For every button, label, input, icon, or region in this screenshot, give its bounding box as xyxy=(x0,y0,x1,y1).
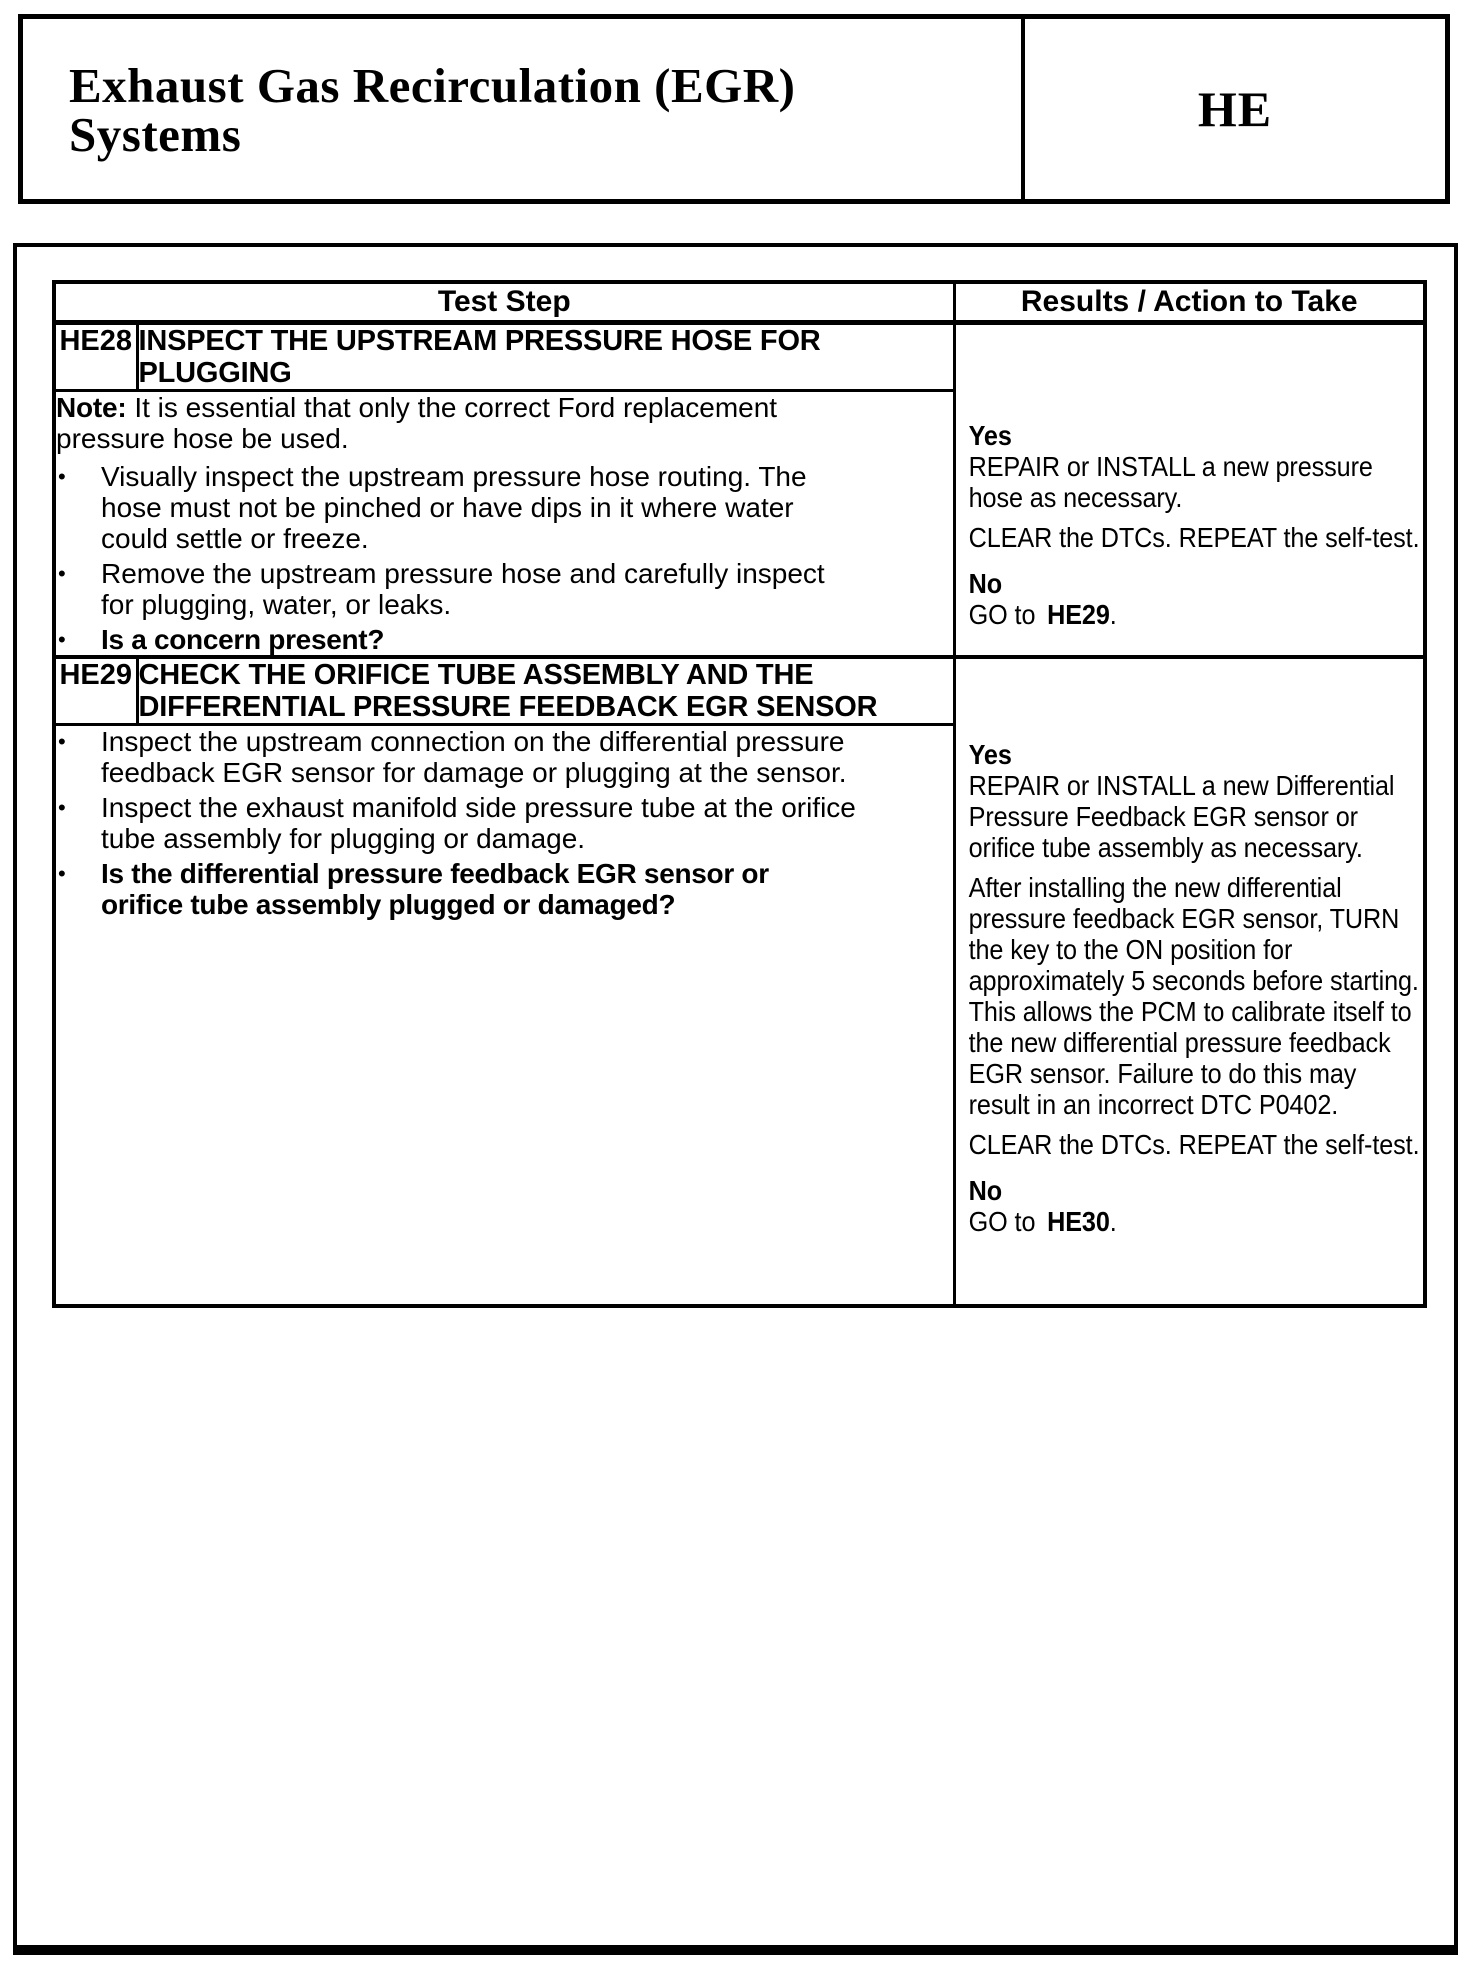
step-he28-title-row xyxy=(54,322,1425,390)
result-goto-he29 xyxy=(968,1206,1423,1237)
bullet-item xyxy=(56,792,858,854)
goto-prefix: GO to xyxy=(968,598,1035,630)
bullet-item xyxy=(56,461,858,554)
note-label: Note: xyxy=(56,391,127,423)
result-goto-he28 xyxy=(968,599,1423,630)
goto-suffix: . xyxy=(1109,598,1117,630)
bullet-item-question xyxy=(56,858,858,920)
section-code: HE xyxy=(1197,81,1273,137)
page-header-box xyxy=(18,14,1450,204)
goto-target-step: HE29 xyxy=(1046,598,1110,630)
result-action: After installing the new differential pressure feedback EGR sensor, TURN the key to the ON position for approximately 5 seconds before starting. This allows the PCM to calibrate itself to the new differential pressure feedback EGR sensor. Failure to do this may result in an incorrect DTC P0402. xyxy=(968,871,1419,1120)
bullet-icon: • xyxy=(58,728,66,754)
bullet-text: Remove the upstream pressure hose and carefully inspect for plugging, water, or leaks. xyxy=(101,557,825,620)
step-question-he29: Is the differential pressure feedback EGR sensor or orifice tube assembly plugged or damaged? xyxy=(101,857,769,920)
column-header-test-step: Test Step xyxy=(54,282,954,322)
content-frame xyxy=(13,243,1458,1955)
bullet-text: Inspect the upstream connection on the differential pressure feedback EGR sensor for damage or plugging at the sensor. xyxy=(101,725,847,788)
page-title-cell xyxy=(23,19,1025,199)
step-title-he29: CHECK THE ORIFICE TUBE ASSEMBLY AND THE DIFFERENTIAL PRESSURE FEEDBACK EGR SENSOR xyxy=(137,657,954,725)
step-body-he29 xyxy=(54,724,954,1306)
note-text: It is essential that only the correct Ford replacement pressure hose be used. xyxy=(56,391,778,454)
bullet-icon: • xyxy=(58,560,66,586)
bullet-icon: • xyxy=(58,794,66,820)
results-content-he28 xyxy=(956,325,1423,630)
column-header-results: Results / Action to Take xyxy=(954,282,1425,322)
result-action: CLEAR the DTCs. REPEAT the self-test. xyxy=(968,1128,1419,1160)
bullet-icon: • xyxy=(58,463,66,489)
step-title-he28: INSPECT THE UPSTREAM PRESSURE HOSE FOR PLUGGING xyxy=(137,322,954,390)
step-he29-title-row xyxy=(54,657,1425,725)
result-no-label-he29: No xyxy=(968,1174,1002,1206)
diagnostic-table xyxy=(52,280,1427,1308)
step-id-he29: HE29 xyxy=(54,657,137,725)
column-header-row xyxy=(54,282,1425,322)
result-action: REPAIR or INSTALL a new pressure hose as necessary. xyxy=(968,450,1373,513)
section-code-cell xyxy=(1025,19,1445,199)
step-body-he28 xyxy=(54,390,954,657)
step-id-he28: HE28 xyxy=(54,322,137,390)
goto-target-step: HE30 xyxy=(1046,1205,1110,1237)
step-question-he28: Is a concern present? xyxy=(101,623,385,655)
bullet-text: Inspect the exhaust manifold side pressure tube at the orifice tube assembly for plugging or damage. xyxy=(101,791,856,854)
goto-suffix: . xyxy=(1109,1205,1117,1237)
bullet-item-question xyxy=(56,624,858,655)
result-yes-label-he28: Yes xyxy=(968,419,1012,451)
bullet-icon: • xyxy=(58,626,66,652)
page-title: Exhaust Gas Recirculation (EGR) Systems xyxy=(69,58,796,162)
goto-prefix: GO to xyxy=(968,1205,1035,1237)
result-no-label-he28: No xyxy=(968,567,1002,599)
step-note-he28 xyxy=(56,392,858,454)
bullet-icon: • xyxy=(58,860,66,886)
step-bullet-list-he28 xyxy=(56,461,858,655)
result-action: CLEAR the DTCs. REPEAT the self-test. xyxy=(968,521,1419,553)
results-content-he29 xyxy=(956,659,1423,1237)
bullet-item xyxy=(56,558,858,620)
bullet-item xyxy=(56,726,858,788)
results-cell-he28 xyxy=(954,322,1425,657)
result-action: REPAIR or INSTALL a new Differential Pressure Feedback EGR sensor or orifice tube assembly as necessary. xyxy=(968,769,1394,863)
results-cell-he29 xyxy=(954,657,1425,1307)
bullet-text: Visually inspect the upstream pressure hose routing. The hose must not be pinched or have dips in it where water could settle or freeze. xyxy=(101,460,807,554)
result-yes-label-he29: Yes xyxy=(968,738,1012,770)
step-bullet-list-he29 xyxy=(56,726,858,920)
